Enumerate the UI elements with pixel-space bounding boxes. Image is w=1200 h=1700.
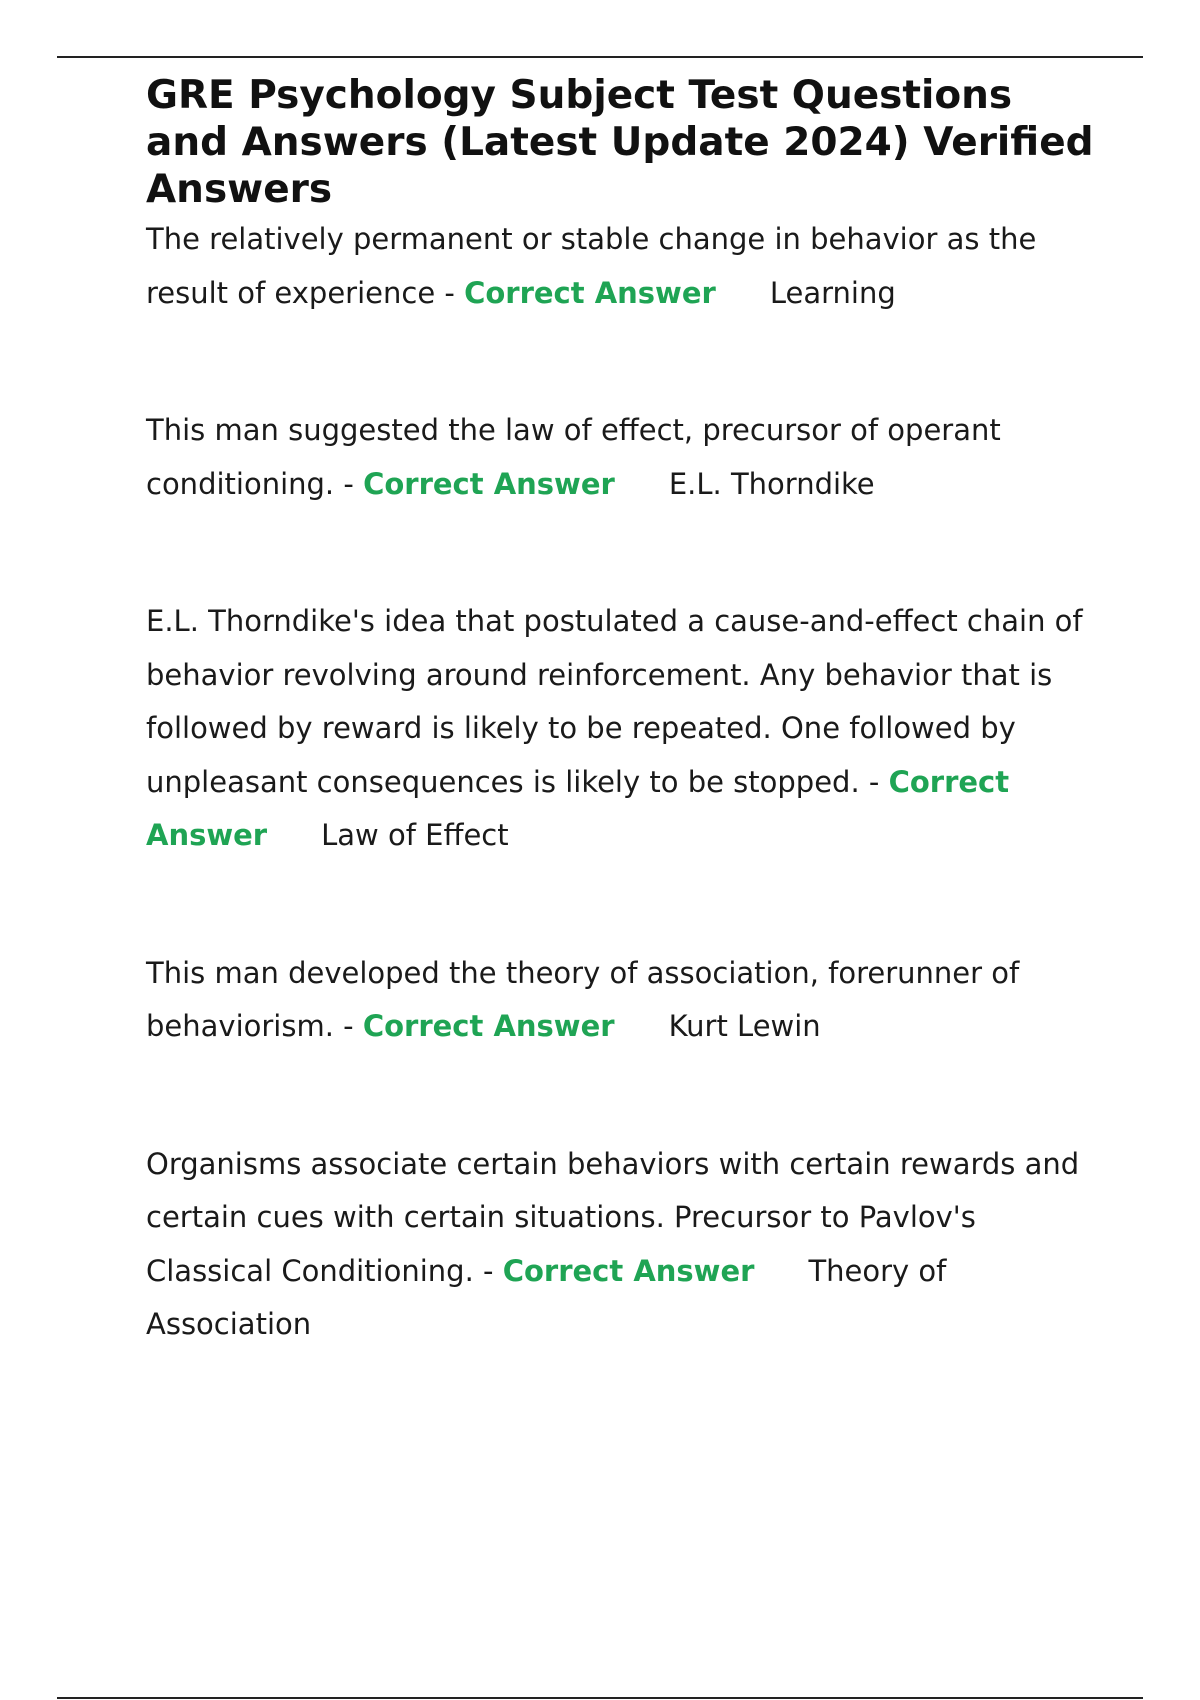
answer-text: E.L. Thorndike xyxy=(668,466,875,501)
top-rule xyxy=(57,56,1143,58)
correct-answer-label: Correct Answer xyxy=(502,1253,755,1288)
bottom-rule xyxy=(57,1697,1143,1699)
question-text: The relatively permanent or stable change in behavior as the result of experience - xyxy=(146,222,1037,310)
question-text: This man developed the theory of association, forerunner of behaviorism. - xyxy=(146,955,1020,1043)
document-page xyxy=(146,72,1096,1352)
qa-item xyxy=(146,213,1096,320)
question-text: This man suggested the law of effect, precursor of operant conditioning. - xyxy=(146,413,1001,501)
answer-text: Kurt Lewin xyxy=(668,1009,821,1043)
answer-text: Learning xyxy=(769,275,896,310)
qa-item xyxy=(146,947,1096,1054)
correct-answer-label: Correct Answer xyxy=(464,275,716,310)
question-text: E.L. Thorndike's idea that postulated a cause-and-effect chain of behavior revolving around reinforcement. Any behavior that is followed by reward is likely to be repeated. One followed by unpleasant consequences is likely to be stopped. - xyxy=(146,604,1083,799)
correct-answer-label: Correct Answer xyxy=(362,1009,615,1043)
qa-item xyxy=(146,1138,1096,1352)
qa-item xyxy=(146,595,1096,863)
question-text: Organisms associate certain behaviors with certain rewards and certain cues with certain situations. Precursor to Pavlov's Classical Conditioning. - xyxy=(146,1146,1080,1288)
correct-answer-label: Correct Answer xyxy=(146,764,1010,852)
answer-text: Theory of Association xyxy=(146,1253,947,1341)
page-title: GRE Psychology Subject Test Questions and Answers (Latest Update 2024) Verified Answers xyxy=(146,73,1094,212)
qa-item xyxy=(146,404,1096,511)
answer-text: Law of Effect xyxy=(321,818,509,852)
correct-answer-label: Correct Answer xyxy=(363,466,615,501)
